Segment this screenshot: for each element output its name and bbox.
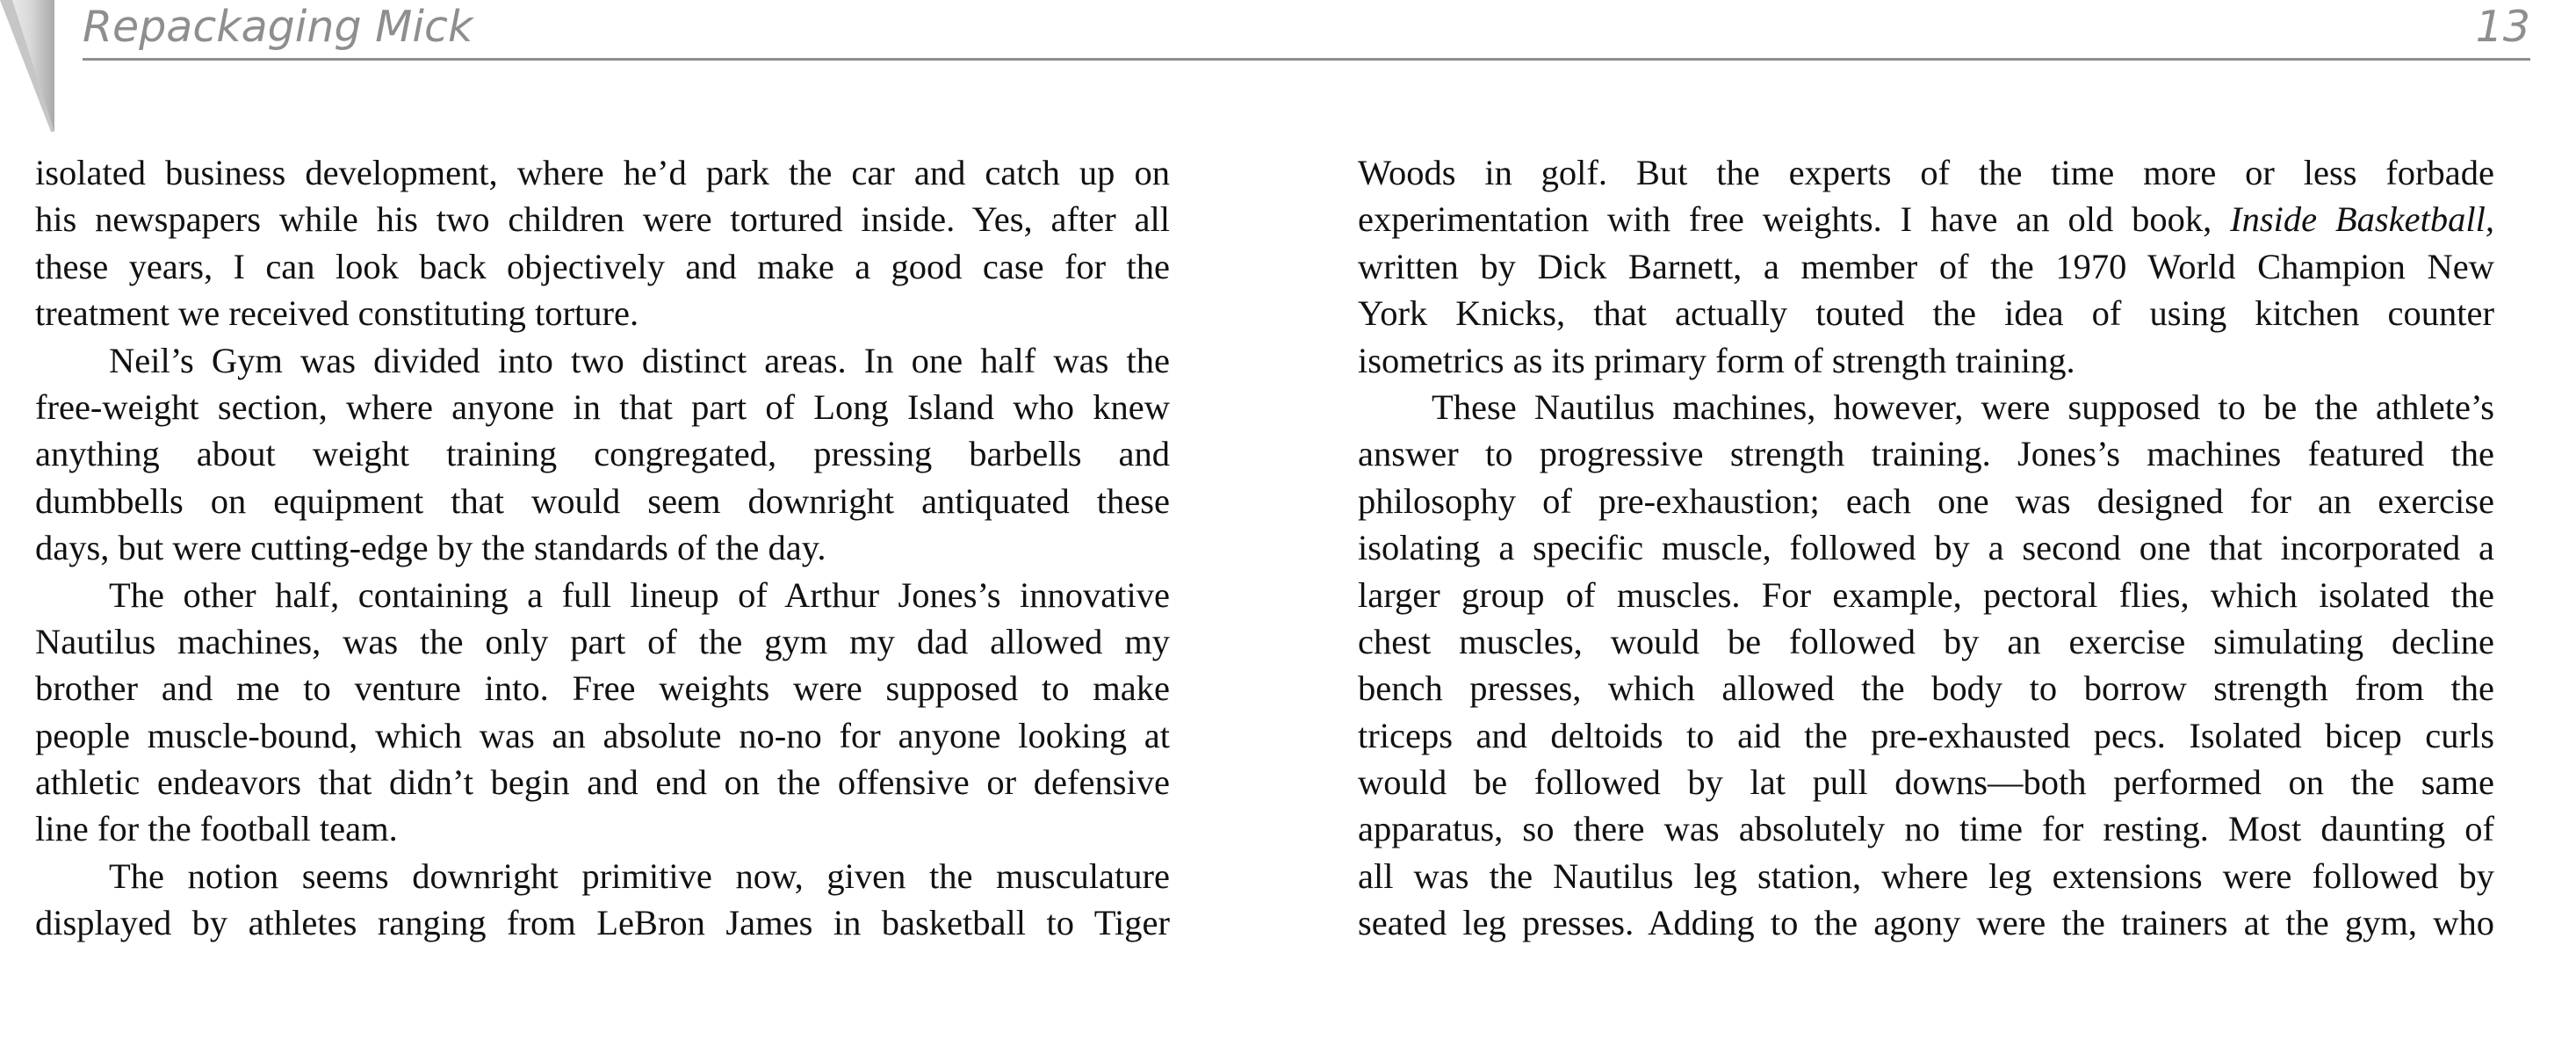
running-header bbox=[83, 0, 2530, 61]
text-line: larger group of muscles. For example, pectoral flies, which isolated the bbox=[1358, 574, 2494, 615]
text-line: bench presses, which allowed the body to borrow strength from the bbox=[1358, 668, 2494, 709]
text-line: chest muscles, would be followed by an exercise simulating decline bbox=[1358, 621, 2494, 661]
text-line: his newspapers while his two children were tortured inside. Yes, after all bbox=[35, 199, 1170, 240]
text-line: dumbbells on equipment that would seem downright antiquated these bbox=[35, 480, 1170, 521]
paragraph bbox=[35, 572, 1170, 853]
text-line bbox=[1358, 196, 2494, 242]
text-line: anything about weight training congregated, pressing barbells and bbox=[35, 434, 1170, 474]
text-line: displayed by athletes ranging from LeBron James in basketball to Tiger bbox=[35, 903, 1170, 943]
page-curl-icon bbox=[0, 0, 54, 132]
left-text-column bbox=[35, 149, 1170, 947]
text-line: seated leg presses. Adding to the agony were the trainers at the gym, who bbox=[1358, 903, 2494, 943]
paragraph bbox=[1358, 384, 2494, 947]
text-line: apparatus, so there was absolutely no time for resting. Most daunting of bbox=[1358, 809, 2494, 849]
paragraph bbox=[35, 149, 1170, 337]
text-line: brother and me to venture into. Free weights were supposed to make bbox=[35, 668, 1170, 709]
text-line: Woods in golf. But the experts of the time more or less forbade bbox=[1358, 153, 2494, 192]
paragraph bbox=[35, 853, 1170, 947]
text-line: people muscle-bound, which was an absolute no-no for anyone looking at bbox=[35, 715, 1170, 755]
text-line: philosophy of pre-exhaustion; each one was designed for an exercise bbox=[1358, 480, 2494, 521]
text-line: Nautilus machines, was the only part of the gym my dad allowed my bbox=[35, 621, 1170, 661]
right-text-column bbox=[1358, 149, 2494, 947]
text-line: these years, I can look back objectively and make a good case for the bbox=[35, 246, 1170, 286]
text-line: isometrics as its primary form of strength training. bbox=[1358, 340, 2075, 380]
text-line: answer to progressive strength training. Jones’s machines featured the bbox=[1358, 434, 2494, 474]
text-line: The notion seems downright primitive now, given the musculature bbox=[109, 855, 1170, 896]
book-title: Inside Basketball, bbox=[2230, 199, 2495, 240]
text-line: triceps and deltoids to aid the pre-exhausted pecs. Isolated bicep curls bbox=[1358, 715, 2494, 755]
text-line: free-weight section, where anyone in that part of Long Island who knew bbox=[35, 386, 1170, 427]
text-line: days, but were cutting-edge by the standards of the day. bbox=[35, 528, 826, 568]
text-line: isolating a specific muscle, followed by a second one that incorporated a bbox=[1358, 528, 2494, 568]
running-title: Repackaging Mick bbox=[83, 2, 473, 52]
paragraph bbox=[1358, 149, 2494, 384]
text-line: The other half, containing a full lineup of Arthur Jones’s innovative bbox=[109, 574, 1170, 615]
page-number: 13 bbox=[2475, 2, 2530, 52]
text-line: Neil’s Gym was divided into two distinct areas. In one half was the bbox=[109, 340, 1170, 380]
paragraph bbox=[35, 337, 1170, 572]
text-fragment: experimentation with free weights. I have an old book, bbox=[1358, 199, 2231, 240]
text-line: These Nautilus machines, however, were supposed to be the athlete’s bbox=[1432, 386, 2494, 427]
text-line: written by Dick Barnett, a member of the 1970 World Champion New bbox=[1358, 246, 2494, 286]
text-line: all was the Nautilus leg station, where leg extensions were followed by bbox=[1358, 855, 2494, 896]
text-line: athletic endeavors that didn’t begin and end on the offensive or defensive bbox=[35, 762, 1170, 803]
text-line: would be followed by lat pull downs—both performed on the same bbox=[1358, 762, 2494, 803]
text-line: isolated business development, where he’d park the car and catch up on bbox=[35, 153, 1170, 192]
text-line: York Knicks, that actually touted the idea of using kitchen counter bbox=[1358, 293, 2494, 334]
text-line: line for the football team. bbox=[35, 809, 398, 849]
text-line: treatment we received constituting torture. bbox=[35, 293, 639, 334]
